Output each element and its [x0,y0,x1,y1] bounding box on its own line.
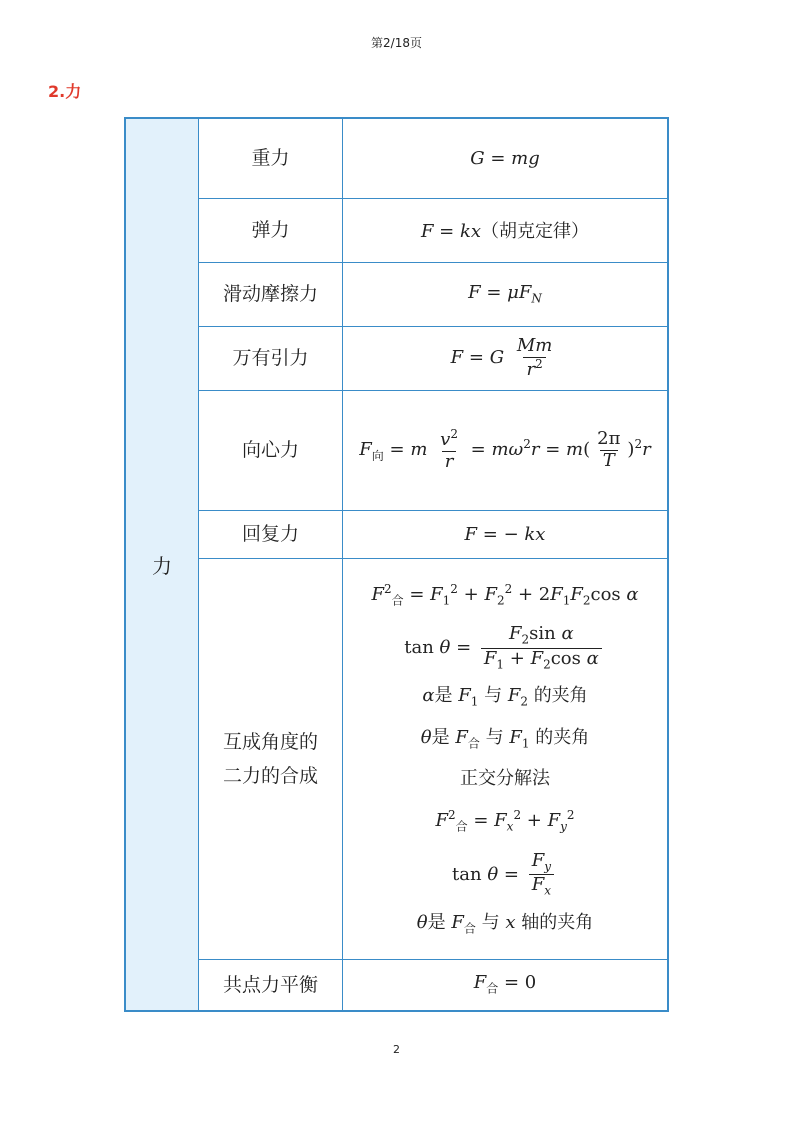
orthogonal-label: 正交分解法 [460,768,550,790]
name-line-1: 互成角度的 [222,730,318,753]
formula-line: tan θ = $\frac{F_y}{F_x}$ [343,845,667,905]
formula-elastic: F = kx（胡克定律） [343,198,669,262]
formula-restoring: F = − kx [343,510,669,558]
page-counter: 第2/18页 [371,36,422,50]
text-angle: 的夹角 [533,685,588,707]
text-axis: 轴的夹角 [521,911,594,933]
formula-gravitation: F = G $\frac{Mm}{r^2}$ [343,326,669,390]
row-name-centripetal: 向心力 [199,390,343,510]
fraction: $\frac{2\pi}{T}$ [597,427,621,471]
table-row [125,959,668,1011]
fraction: $\frac{F_2\sin \alpha}{F_1 + F_2\cos \alpha}$ [481,624,602,672]
formula-line: θ是 $F_合$ 与 x 轴的夹角 [416,911,594,936]
row-name-elastic: 弹力 [199,198,343,262]
table-row [125,558,668,959]
formula-equilibrium: $F_合 = 0$ [343,959,669,1011]
fraction: $\frac{F_y}{F_x}$ [529,851,554,899]
text-shi: 是 [427,911,446,933]
formula-line: α是 $F_1$ 与 $F_2$ 的夹角 [422,685,588,709]
formula-gravity: G = mg [343,118,669,198]
table-row [125,326,668,390]
table-row [125,510,668,558]
section-title: 2.力 [48,82,82,101]
name-line-2: 二力的合成 [222,764,318,787]
row-name-gravitation: 万有引力 [199,326,343,390]
text-yu: 与 [484,685,503,707]
formula-composition [343,558,669,959]
formula-friction: $F = \mu F_N$ [343,262,669,326]
category-cell: 力 [125,118,199,1011]
table-row [125,390,668,510]
formula-line: $F^2_合 = F_1^2 + F_2^2 + 2F_1F_2\cos$ α [371,581,639,608]
row-name-composition [199,558,343,959]
row-name-friction: 滑动摩擦力 [199,262,343,326]
page-number: 2 [393,1043,400,1056]
formula-centripetal: $F_向 = m$ $\frac{v^2}{r}$ = $m\omega^2r = m$( $\frac{2\pi}{T}$ )$^2$r [343,390,669,510]
text-shi: 是 [431,726,450,748]
row-name-restoring: 回复力 [199,510,343,558]
formula-line: $F^2_合 = F_x^2 + F_y^2$ [435,808,575,834]
fraction: $\frac{v^2}{r}$ [440,426,458,472]
force-table [124,117,669,1012]
text-angle: 的夹角 [535,726,590,748]
text-yu: 与 [485,726,504,748]
formula-line: tan θ = $\frac{F_2\sin \alpha}{F_1 + F_2\cos \alpha}$ [343,618,667,678]
table-row [125,118,668,198]
row-name-equilibrium: 共点力平衡 [199,959,343,1011]
hooke-note: （胡克定律） [481,221,590,242]
table-row [125,198,668,262]
formula-line: θ是 $F_合$ 与 $F_1$ 的夹角 [420,726,590,751]
row-name-gravity: 重力 [199,118,343,198]
text-yu: 与 [481,911,500,933]
table-row [125,262,668,326]
text-shi: 是 [434,685,453,707]
fraction: $\frac{Mm}{r^2}$ [516,334,553,380]
